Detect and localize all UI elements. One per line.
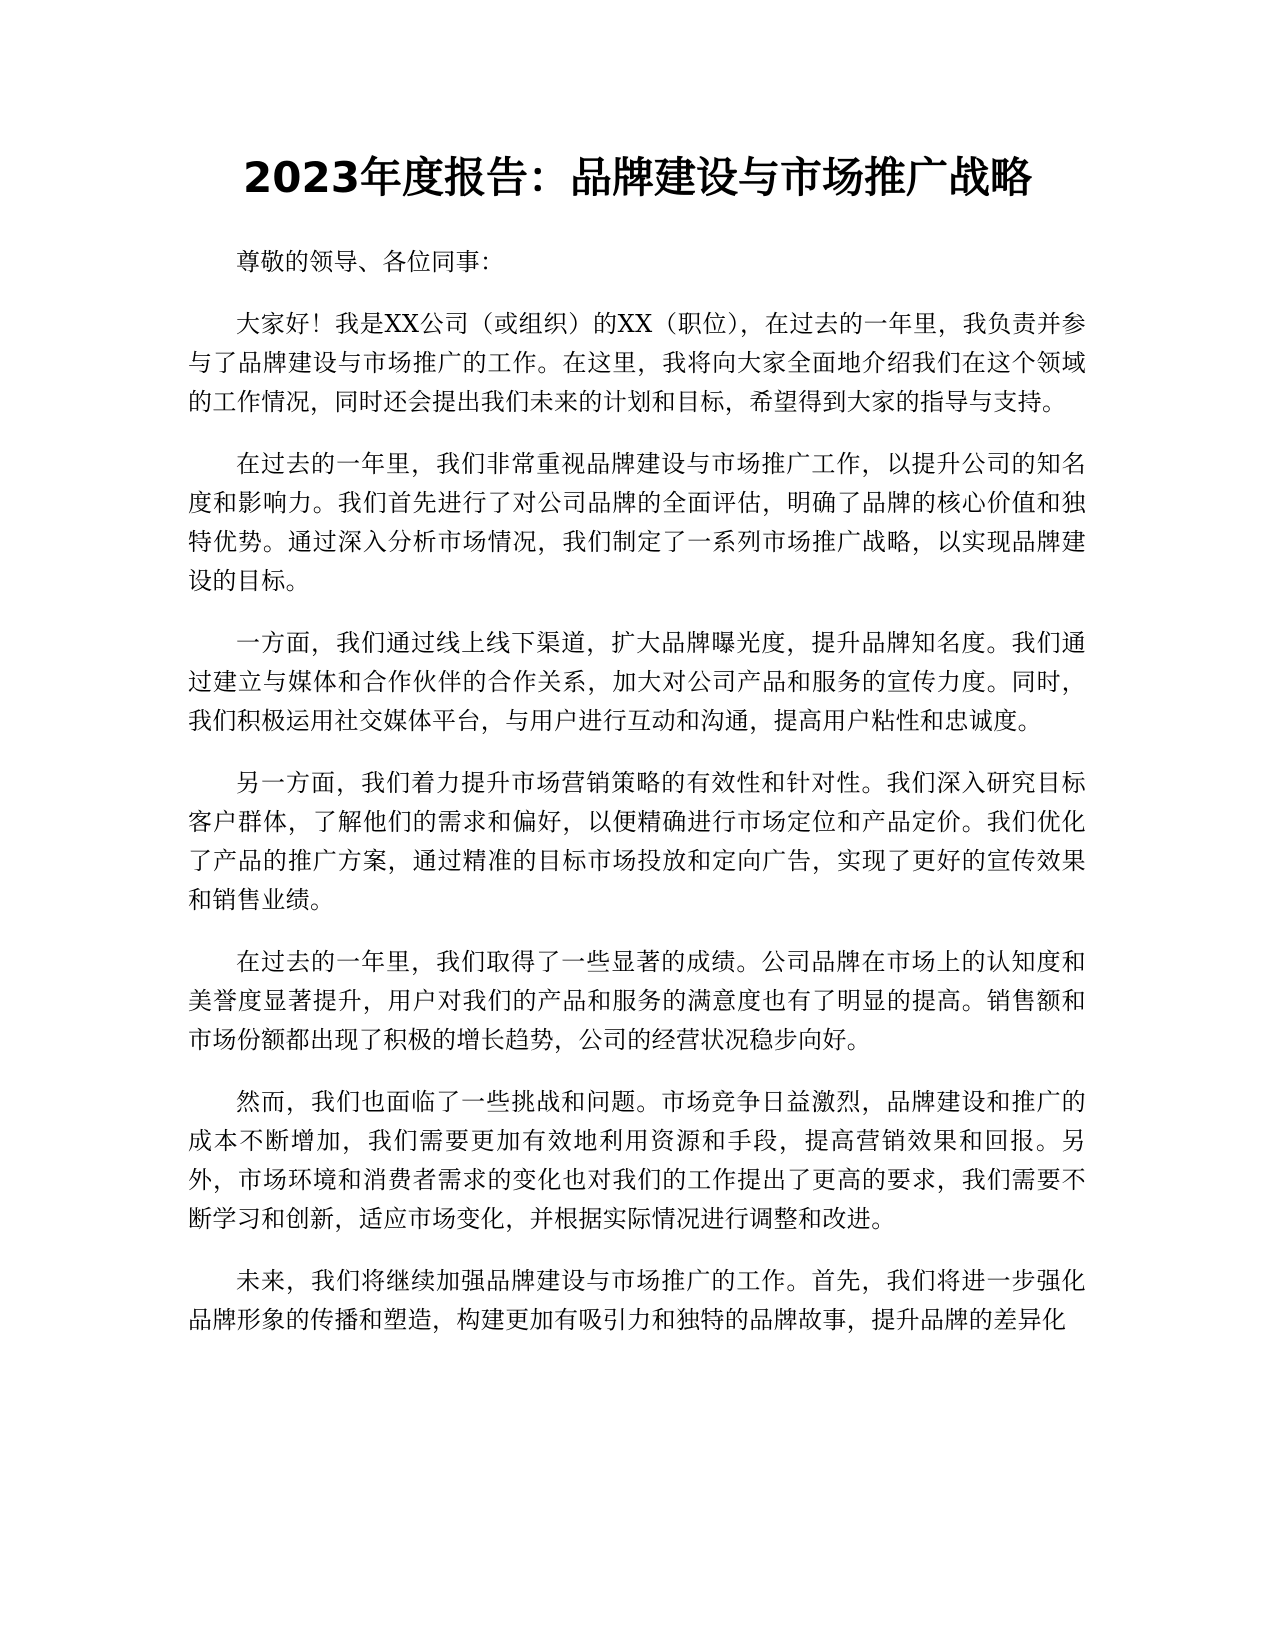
paragraph-future-plans: 未来，我们将继续加强品牌建设与市场推广的工作。首先，我们将进一步强化品牌形象的传播和塑造，构建更加有吸引力和独特的品牌故事，提升品牌的差异化 (188, 1267, 1086, 1334)
paragraph-brand-evaluation: 在过去的一年里，我们非常重视品牌建设与市场推广工作，以提升公司的知名度和影响力。我们首先进行了对公司品牌的全面评估，明确了品牌的核心价值和独特优势。通过深入分析市场情况，我们制定了一系列市场推广战略，以实现品牌建设的目标。 (188, 450, 1086, 595)
salutation: 尊敬的领导、各位同事： (236, 248, 505, 276)
document-body (188, 243, 1086, 1363)
paragraph-channel-exposure: 一方面，我们通过线上线下渠道，扩大品牌曝光度，提升品牌知名度。我们通过建立与媒体和合作伙伴的合作关系，加大对公司产品和服务的宣传力度。同时，我们积极运用社交媒体平台，与用户进行互动和沟通，提高用户粘性和忠诚度。 (188, 629, 1086, 735)
paragraph-introduction: 大家好！我是XX公司（或组织）的XX（职位），在过去的一年里，我负责并参与了品牌建设与市场推广的工作。在这里，我将向大家全面地介绍我们在这个领域的工作情况，同时还会提出我们未来的计划和目标，希望得到大家的指导与支持。 (188, 310, 1086, 416)
paragraph-achievements: 在过去的一年里，我们取得了一些显著的成绩。公司品牌在市场上的认知度和美誉度显著提升，用户对我们的产品和服务的满意度也有了明显的提高。销售额和市场份额都出现了积极的增长趋势，公司的经营状况稳步向好。 (188, 948, 1086, 1054)
document-title: 2023年度报告：品牌建设与市场推广战略 (243, 153, 1032, 202)
paragraph-marketing-strategy: 另一方面，我们着力提升市场营销策略的有效性和针对性。我们深入研究目标客户群体，了解他们的需求和偏好，以便精确进行市场定位和产品定价。我们优化了产品的推广方案，通过精准的目标市场投放和定向广告，实现了更好的宣传效果和销售业绩。 (188, 769, 1086, 914)
paragraph-challenges: 然而，我们也面临了一些挑战和问题。市场竞争日益激烈，品牌建设和推广的成本不断增加，我们需要更加有效地利用资源和手段，提高营销效果和回报。另外，市场环境和消费者需求的变化也对我们的工作提出了更高的要求，我们需要不断学习和创新，适应市场变化，并根据实际情况进行调整和改进。 (188, 1088, 1086, 1233)
